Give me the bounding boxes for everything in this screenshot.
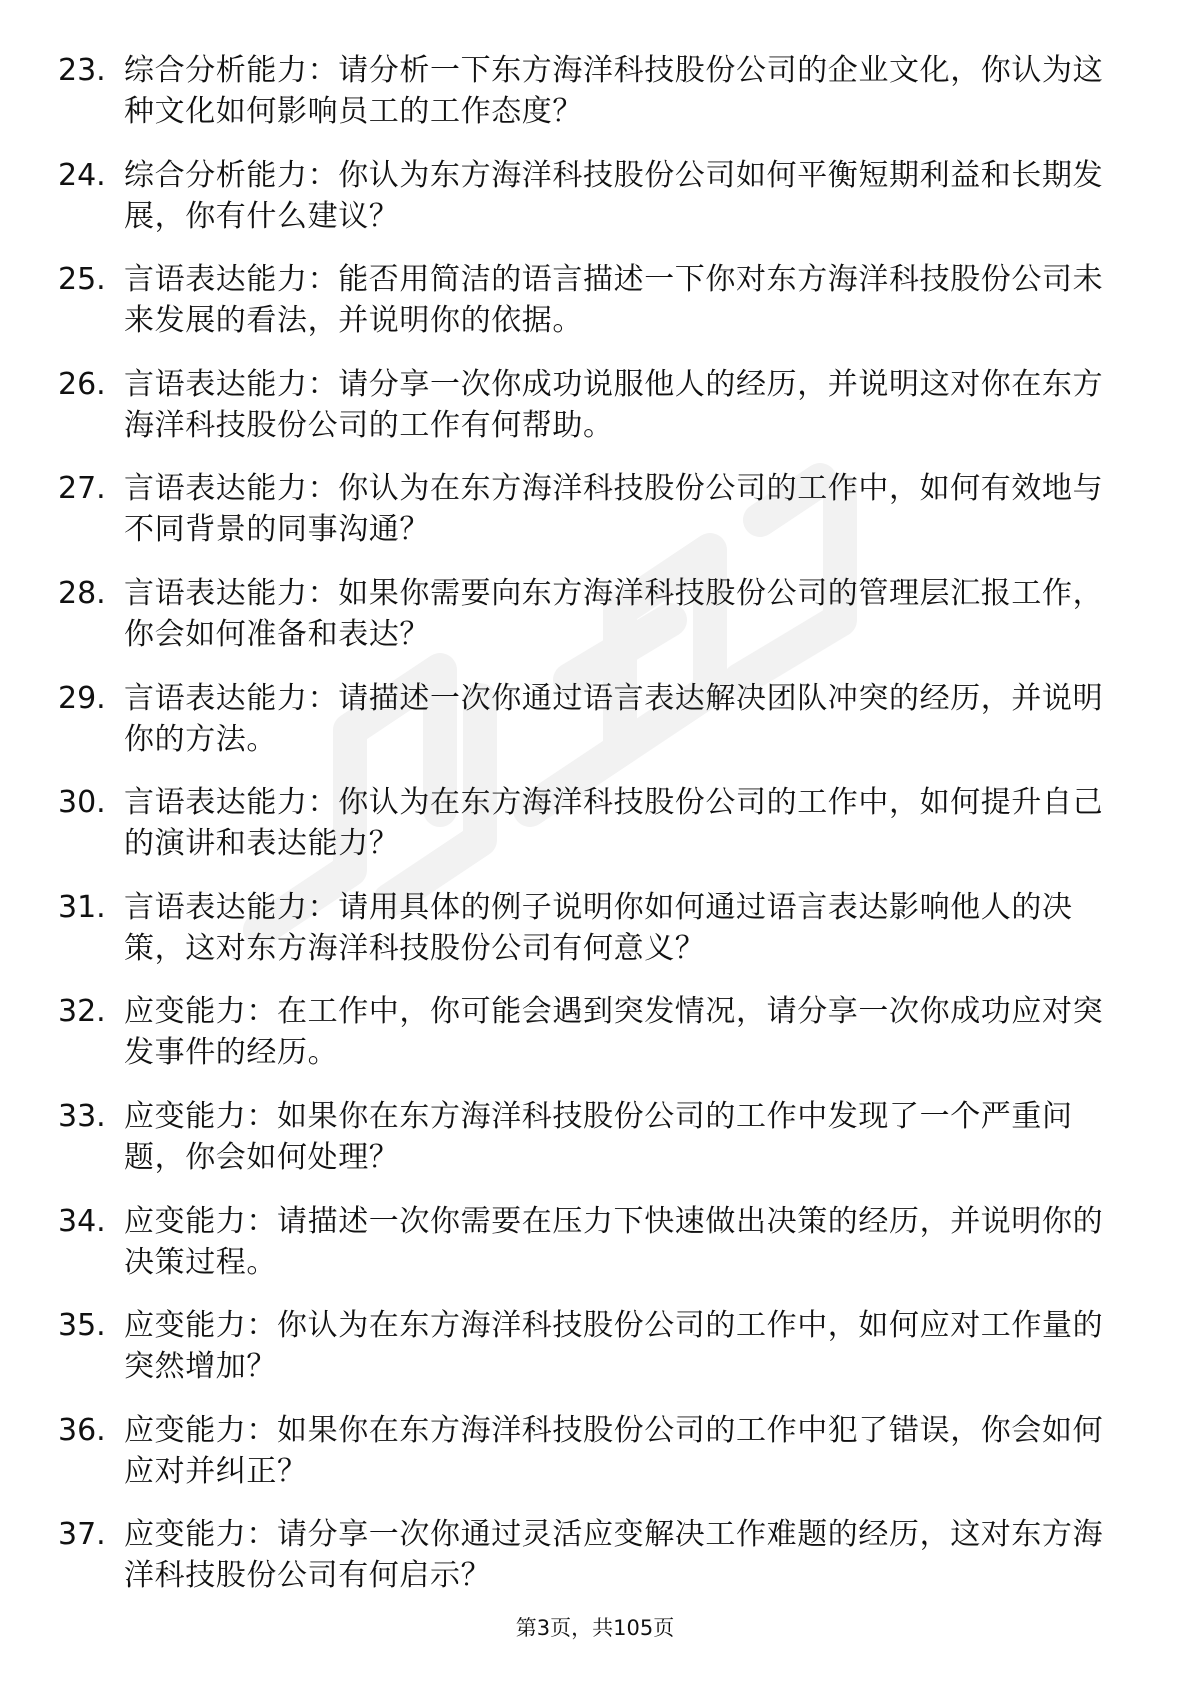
question-text: 综合分析能力：请分析一下东方海洋科技股份公司的企业文化，你认为这种文化如何影响员工的工作态度？ (124, 53, 1104, 129)
question-number: 35. (58, 1308, 106, 1344)
question-item (58, 782, 1128, 887)
question-number: 23. (58, 53, 106, 88)
question-text: 言语表达能力：请分享一次你成功说服他人的经历，并说明这对你在东方海洋科技股份公司的工作有何帮助。 (124, 366, 1104, 443)
question-number: 29. (58, 680, 106, 716)
question-item (58, 1305, 1128, 1410)
question-text: 言语表达能力：能否用简洁的语言描述一下你对东方海洋科技股份公司未来发展的看法，并说明你的依据。 (124, 262, 1104, 339)
question-text: 应变能力：请描述一次你需要在压力下快速做出决策的经历，并说明你的决策过程。 (124, 1203, 1104, 1280)
question-item (58, 468, 1128, 573)
question-number: 25. (58, 262, 106, 298)
question-number: 32. (58, 994, 106, 1030)
question-number: 31. (58, 889, 106, 925)
question-item (58, 259, 1128, 364)
question-item (58, 1410, 1128, 1515)
question-list (58, 50, 1128, 1619)
question-number: 37. (58, 1517, 106, 1553)
question-number: 33. (58, 1098, 106, 1134)
question-text: 言语表达能力：请描述一次你通过语言表达解决团队冲突的经历，并说明你的方法。 (124, 680, 1104, 757)
question-number: 30. (58, 785, 106, 821)
question-item (58, 50, 1128, 155)
question-text: 言语表达能力：你认为在东方海洋科技股份公司的工作中，如何提升自己的演讲和表达能力？ (124, 785, 1104, 862)
question-item (58, 991, 1128, 1096)
question-number: 24. (58, 157, 106, 193)
question-item (58, 1201, 1128, 1306)
question-item (58, 155, 1128, 260)
question-item (58, 678, 1128, 783)
question-text: 应变能力：请分享一次你通过灵活应变解决工作难题的经历，这对东方海洋科技股份公司有何启示？ (124, 1517, 1104, 1594)
question-text: 综合分析能力：你认为东方海洋科技股份公司如何平衡短期利益和长期发展，你有什么建议？ (124, 157, 1104, 234)
question-text: 应变能力：如果你在东方海洋科技股份公司的工作中发现了一个严重问题，你会如何处理？ (124, 1098, 1073, 1175)
question-item (58, 364, 1128, 469)
question-text: 应变能力：如果你在东方海洋科技股份公司的工作中犯了错误，你会如何应对并纠正？ (124, 1412, 1104, 1489)
question-text: 言语表达能力：请用具体的例子说明你如何通过语言表达影响他人的决策，这对东方海洋科技股份公司有何意义？ (124, 889, 1073, 966)
question-item (58, 573, 1128, 678)
question-item (58, 1096, 1128, 1201)
question-text: 应变能力：你认为在东方海洋科技股份公司的工作中，如何应对工作量的突然增加？ (124, 1308, 1104, 1385)
question-text: 言语表达能力：你认为在东方海洋科技股份公司的工作中，如何有效地与不同背景的同事沟通？ (124, 471, 1104, 548)
page-number: 第3页，共105页 (515, 1616, 675, 1640)
question-text: 言语表达能力：如果你需要向东方海洋科技股份公司的管理层汇报工作，你会如何准备和表达？ (124, 575, 1104, 652)
question-number: 26. (58, 366, 106, 402)
question-text: 应变能力：在工作中，你可能会遇到突发情况，请分享一次你成功应对突发事件的经历。 (124, 994, 1104, 1071)
question-number: 34. (58, 1203, 106, 1239)
question-item (58, 887, 1128, 992)
question-number: 27. (58, 471, 106, 507)
question-item (58, 1514, 1128, 1619)
question-number: 36. (58, 1412, 106, 1448)
question-number: 28. (58, 575, 106, 611)
